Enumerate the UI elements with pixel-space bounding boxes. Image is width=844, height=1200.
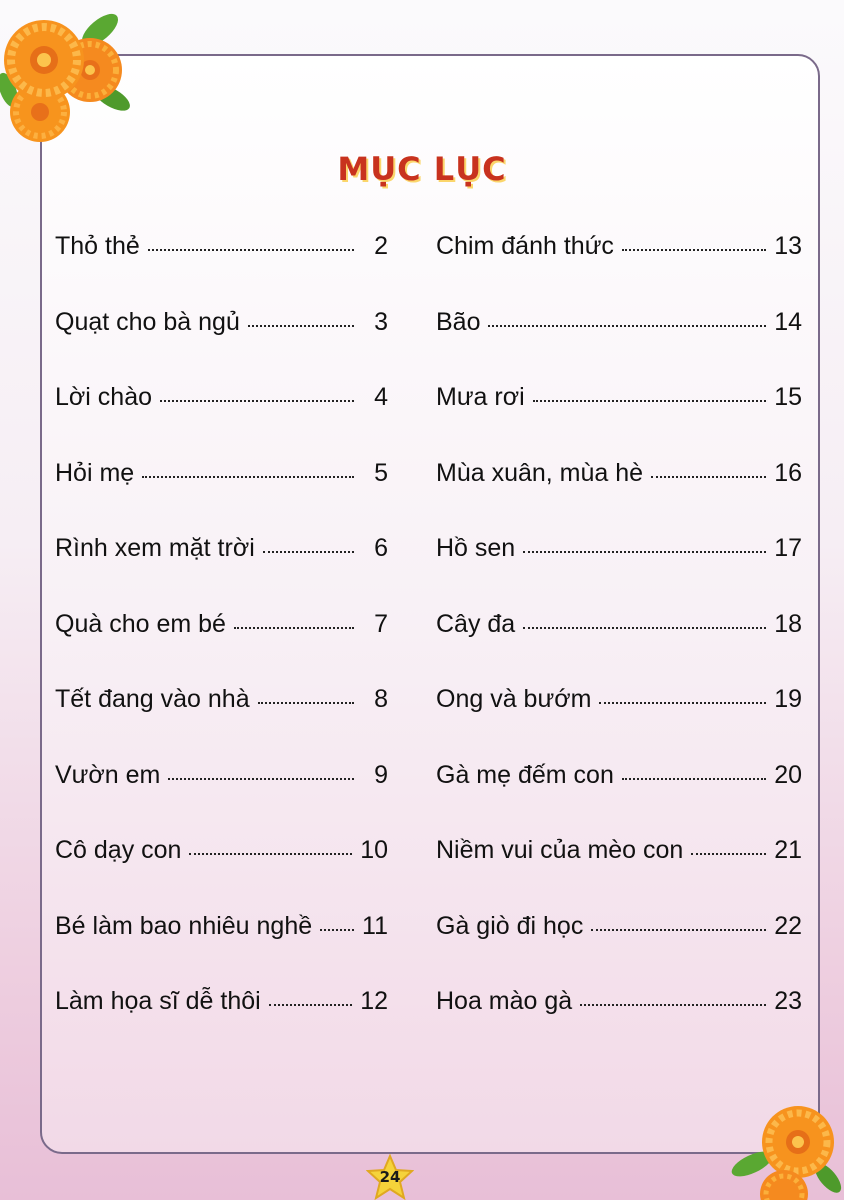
toc-entry-page: 17 (774, 534, 802, 562)
toc-entry[interactable] (436, 987, 802, 1063)
dot-leader (160, 400, 354, 402)
dot-leader (523, 551, 766, 553)
toc-entry-page: 20 (774, 760, 802, 789)
dot-leader (269, 1004, 352, 1006)
dot-leader (523, 627, 766, 629)
toc-entry-title: Vườn em (55, 760, 161, 789)
toc-entry-title: Thỏ thẻ (55, 232, 140, 260)
toc-entry-title: Quạt cho bà ngủ (55, 307, 240, 336)
toc-entry-page: 22 (774, 911, 802, 940)
page-number-badge (366, 1154, 414, 1200)
toc-entry-title: Niềm vui của mèo con (436, 836, 684, 864)
dot-leader (622, 249, 766, 251)
dot-leader (591, 929, 766, 931)
dot-leader (148, 249, 354, 251)
toc-entry-page: 6 (374, 534, 388, 562)
toc-entry-page: 7 (374, 609, 388, 638)
toc-right-column (436, 232, 802, 1063)
dot-leader (691, 853, 766, 855)
toc-entry[interactable] (55, 232, 388, 308)
toc-entry-title: Lời chào (55, 383, 153, 411)
dot-leader (651, 476, 766, 478)
toc-entry-title: Quà cho em bé (55, 609, 226, 638)
toc-entry-title: Ong và bướm (436, 685, 592, 713)
flower-decoration-top-icon (0, 0, 140, 145)
dot-leader (320, 929, 354, 931)
toc-entry[interactable] (55, 836, 388, 912)
toc-entry-page: 18 (774, 609, 802, 638)
dot-leader (248, 325, 354, 327)
toc-entry-page: 4 (374, 383, 388, 411)
toc-entry-title: Gà mẹ đếm con (436, 760, 614, 789)
dot-leader (168, 778, 354, 780)
toc-entry[interactable] (436, 459, 802, 535)
toc-entry[interactable] (436, 308, 802, 384)
toc-entry[interactable] (436, 534, 802, 610)
toc-entry[interactable] (55, 761, 388, 837)
toc-entry[interactable] (55, 383, 388, 459)
dot-leader (142, 476, 354, 478)
toc-entry-title: Gà giò đi học (436, 911, 584, 940)
flower-decoration-bottom-icon (724, 1098, 844, 1200)
toc-entry[interactable] (55, 459, 388, 535)
dot-leader (263, 551, 354, 553)
toc-entry-title: Mưa rơi (436, 383, 525, 411)
dot-leader (533, 400, 767, 402)
toc-entry[interactable] (436, 761, 802, 837)
toc-entry[interactable] (436, 685, 802, 761)
toc-entry-page: 14 (774, 307, 802, 336)
toc-entry-title: Cây đa (436, 609, 516, 638)
toc-entry-page: 21 (774, 836, 802, 864)
toc-entry[interactable] (55, 987, 388, 1063)
toc-entry-page: 15 (774, 383, 802, 411)
toc-entry-title: Cô dạy con (55, 836, 182, 864)
dot-leader (234, 627, 354, 629)
toc-entry-page: 9 (374, 760, 388, 789)
toc-entry-title: Chim đánh thức (436, 232, 614, 260)
toc-entry[interactable] (55, 610, 388, 686)
dot-leader (622, 778, 766, 780)
toc-left-column (55, 232, 388, 1063)
toc-entry-title: Mùa xuân, mùa hè (436, 458, 644, 487)
toc-entry[interactable] (55, 534, 388, 610)
toc-entry[interactable] (55, 685, 388, 761)
toc-entry-title: Bão (436, 307, 481, 336)
toc-entry-page: 3 (374, 307, 388, 336)
toc-entry-page: 8 (374, 685, 388, 713)
toc-entry-title: Rình xem mặt trời (55, 534, 255, 562)
toc-entry-title: Làm họa sĩ dễ thôi (55, 987, 261, 1015)
toc-entry[interactable] (436, 383, 802, 459)
toc-entry-title: Tết đang vào nhà (55, 685, 250, 713)
toc-entry-title: Bé làm bao nhiêu nghề (55, 911, 313, 940)
toc-entry-title: Hoa mào gà (436, 987, 573, 1015)
dot-leader (189, 853, 352, 855)
dot-leader (580, 1004, 766, 1006)
toc-entry-page: 10 (360, 836, 388, 864)
toc-entry-page: 16 (774, 458, 802, 487)
toc-entry-page: 13 (774, 232, 802, 260)
toc-entry-page: 12 (360, 987, 388, 1015)
toc-entry-page: 2 (374, 232, 388, 260)
toc-entry-page: 19 (774, 685, 802, 713)
dot-leader (258, 702, 354, 704)
toc-entry[interactable] (436, 232, 802, 308)
toc-entry[interactable] (55, 308, 388, 384)
toc-entry[interactable] (436, 912, 802, 988)
toc-entry-page: 23 (774, 987, 802, 1015)
page-title: MỤC LỤC (337, 150, 507, 188)
page-number: 24 (379, 1168, 401, 1186)
dot-leader (599, 702, 766, 704)
toc-entry-title: Hỏi mẹ (55, 458, 135, 487)
toc-entry[interactable] (436, 610, 802, 686)
toc-entry-title: Hồ sen (436, 534, 516, 562)
toc-entry-page: 5 (374, 458, 388, 487)
dot-leader (488, 325, 766, 327)
toc-entry[interactable] (436, 836, 802, 912)
toc-entry[interactable] (55, 912, 388, 988)
toc-entry-page: 11 (362, 911, 388, 940)
